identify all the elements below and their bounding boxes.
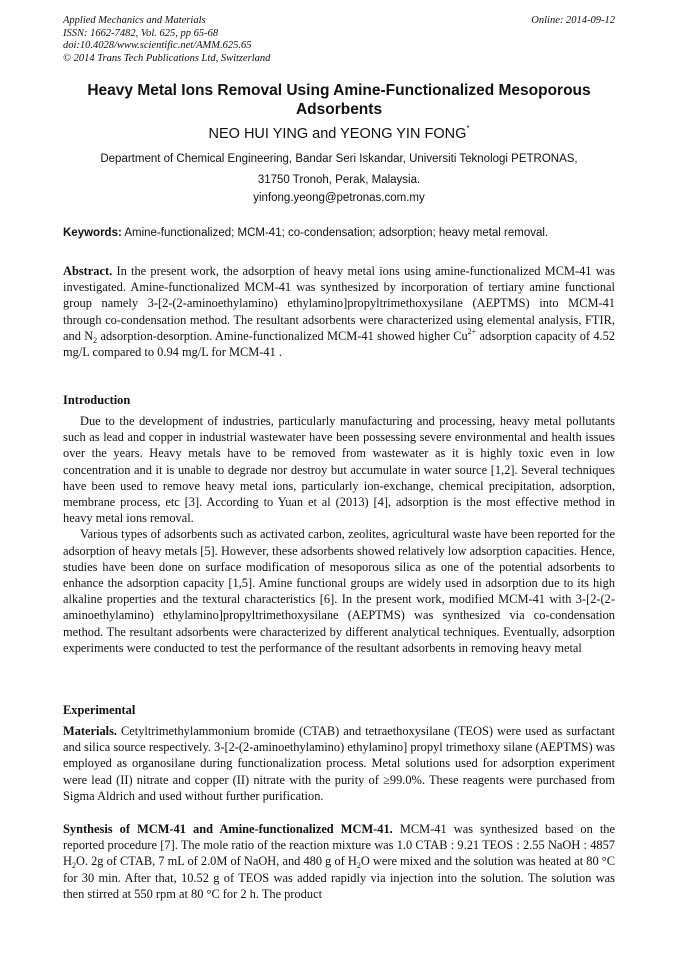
online-date: Online: 2014-09-12	[531, 15, 615, 26]
doi-line: doi:10.4028/www.scientific.net/AMM.625.65	[63, 40, 252, 51]
synthesis-label: Synthesis of MCM-41 and Amine-functionalized MCM-41.	[63, 822, 393, 836]
synthesis-section	[63, 821, 615, 902]
author-email[interactable]: yinfong.yeong@petronas.com.my	[253, 192, 425, 204]
materials-text: Cetyltrimethylammonium bromide (CTAB) and tetraethoxysilane (TEOS) were used as surfactant and silica source respectively. 3-[2-(2-aminoethylamino) ethylamino] propyl trimethoxy silane (AEPTMS) was employed as organosilane during functionalization process. Metal solutions used for adsorption experiment were lead (II) nitrate and copper (II) nitrate with the purity of ≥99.0%. These reagents were purchased from Sigma Aldrich and used without further purification.	[63, 724, 615, 803]
synthesis-text-2: O. 2g of CTAB, 7 mL of 2.0M of NaOH, and 480 g of H	[75, 854, 357, 869]
experimental-heading: Experimental	[63, 703, 136, 717]
synthesis-text-3: O were mixed and the solution was heated at 80 °C for 30 min. After that, 10.52 g of TEOS was added rapidly via injection into the solution. The solution was then stirred at 550 rpm at 80 °C for 2 h. The product	[63, 854, 615, 901]
materials-label: Materials.	[63, 724, 118, 738]
abstract	[63, 263, 615, 360]
keywords-label: Keywords:	[63, 227, 122, 239]
abstract-text-3: adsorption capacity of 4.52 mg/L compared to 0.94 mg/L for MCM-41 .	[63, 328, 616, 360]
abstract-text-1: In the present work, the adsorption of heavy metal ions using amine-functionalized MCM-41 was investigated. Amine-functionalized MCM-41 was synthesized by incorporation of tertiary amine functional group namely 3-[2-(2-aminoethylamino) ethylamino]propyltrimethoxysilane (AEPTMS) into MCM-41 through co-condensation method. The resultant adsorbents were characterized using elemental analysis, FTIR, and N	[63, 264, 615, 343]
issn-line: ISSN: 1662-7482, Vol. 625, pp 65-68	[63, 27, 219, 39]
corresponding-author-mark: *	[466, 124, 470, 133]
keywords	[63, 227, 615, 239]
abstract-superscript: 2+	[467, 326, 477, 336]
affiliation-line-2: 31750 Tronoh, Perak, Malaysia.	[257, 174, 421, 186]
author-line	[63, 124, 615, 142]
synthesis-text-1: MCM-41 was synthesized based on the reported procedure [7]. The mole ratio of the reaction mixture was 1.0 CTAB : 9.21 TEOS : 2.55 NaOH : 4857 H	[63, 822, 615, 869]
intro-paragraph-1: Due to the development of industries, particularly manufacturing and processing, heavy metal pollutants such as lead and copper in industrial wastewater have been possessing severe environmental and health issues over the years. Heavy metals have to be removed from wastewater as it is highly toxic even in low concentration and it is unable to degrade nor destroy but accumulate in water source [1,2]. Several techniques have been used to remove heavy metal ions, particularly ion-exchange, chemical precipitation, adsorption, membrane process, etc [3]. According to Yuan et al (2013) [4], adsorption is the most effective method in heavy metal ions removal.	[63, 414, 615, 526]
paper-title: Heavy Metal Ions Removal Using Amine-Functionalized Mesoporous Adsorbents	[87, 82, 591, 118]
intro-paragraph-2: Various types of adsorbents such as activated carbon, zeolites, agricultural waste have been reported for the adsorption of heavy metals [5]. However, these adsorbents showed relatively low adsorption capacities. Hence, studies have been done on surface modification of mesoporous silica as one of the potential adsorbents to enhance the adsorption capacity [1,5]. Amine functional groups are widely used in adsorption due to its high alkaline properties and the textural characteristics [6]. In the present work, modified MCM-41 with 3-[2-(2-aminoethylamino) ethylamino]propyltrimethoxysilane (AEPTMS) was synthesized via co-condensation method. The resultant adsorbents were characterized by different analytical techniques. Eventually, adsorption experiments were conducted to test the performance of the resultant adsorbents in removing heavy metal	[63, 527, 615, 655]
copyright-line: © 2014 Trans Tech Publications Ltd, Switzerland	[63, 52, 271, 64]
synthesis-subscript-2: 2	[356, 861, 361, 871]
synthesis-subscript-1: 2	[71, 861, 76, 871]
authors: NEO HUI YING and YEONG YIN FONG	[208, 126, 467, 142]
affiliation-line-1: Department of Chemical Engineering, Bandar Seri Iskandar, Universiti Teknologi PETRONAS,	[100, 153, 578, 165]
abstract-subscript: 2	[93, 335, 98, 345]
journal-header	[63, 15, 615, 65]
keywords-text: Amine-functionalized; MCM-41; co-condensation; adsorption; heavy metal removal.	[124, 227, 549, 239]
abstract-label: Abstract.	[63, 264, 113, 278]
affiliation	[63, 149, 615, 191]
introduction-heading: Introduction	[63, 393, 131, 407]
journal-name: Applied Mechanics and Materials	[63, 15, 206, 26]
abstract-text-2: adsorption-desorption. Amine-functionalized MCM-41 showed higher Cu	[97, 328, 468, 343]
materials-section	[63, 723, 615, 804]
introduction-body	[63, 413, 615, 656]
